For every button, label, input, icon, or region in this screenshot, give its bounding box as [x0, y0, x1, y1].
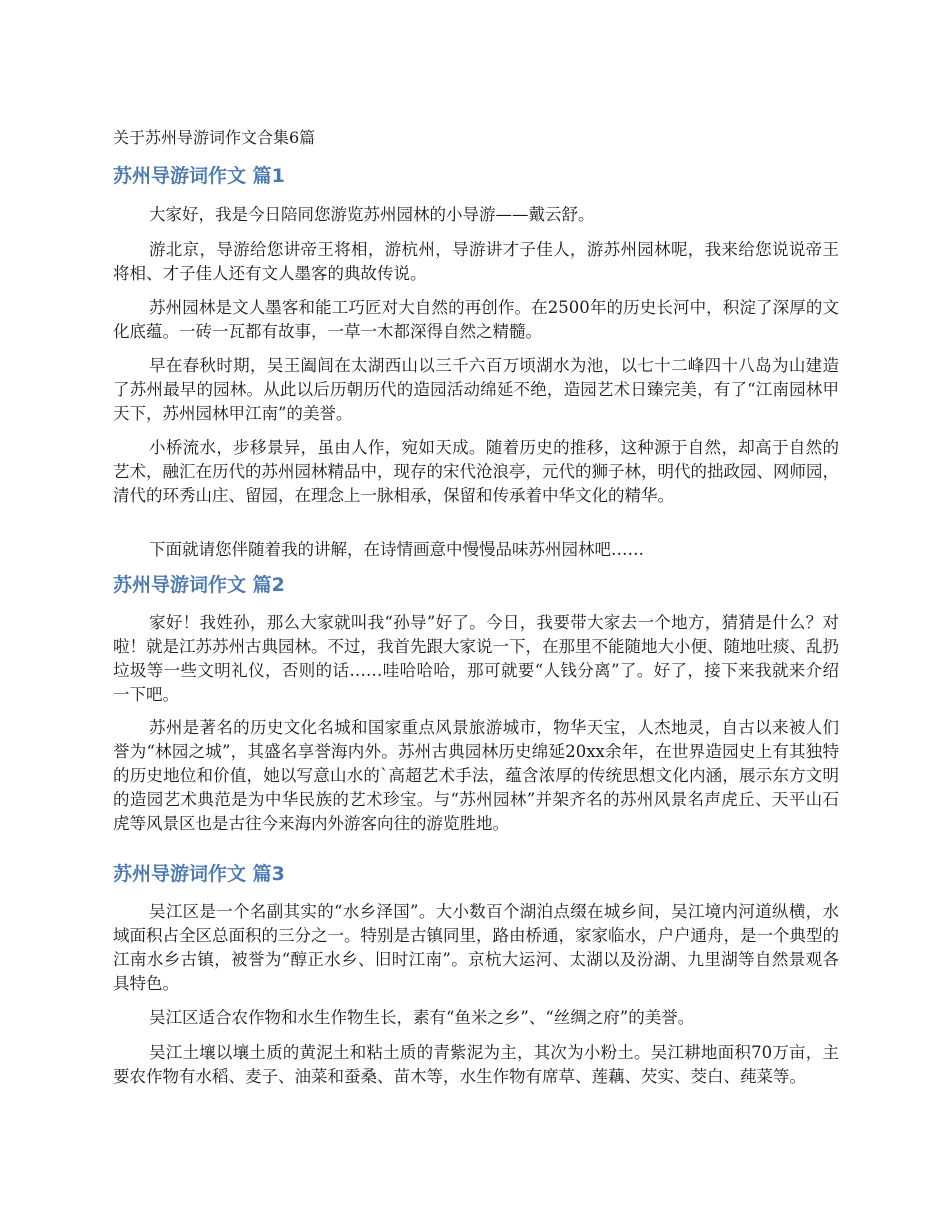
section-1-paragraph-6: 下面就请您伴随着我的讲解，在诗情画意中慢慢品味苏州园林吧……	[149, 540, 644, 559]
document-title: 关于苏州导游词作文合集6篇	[113, 128, 316, 147]
section-1-paragraph-5: 小桥流水，步移景异，虽由人作，宛如天成。随着历史的推移，这种源于自然，却高于自然的艺术，融汇在历代的苏州园林精品中，现存的宋代沧浪亭，元代的狮子林，明代的拙政园、网师园，清代的环秀山庄、留园，在理念上一脉相承，保留和传承着中华文化的精华。	[113, 438, 839, 505]
section-3-paragraph-3: 吴江土壤以壤土质的黄泥土和粘土质的青紫泥为主，其次为小粉土。吴江耕地面积70万亩，主要农作物有水稻、麦子、油菜和蚕桑、苗木等，水生作物有席草、莲藕、芡实、茭白、莼菜等。	[113, 1043, 839, 1086]
section-3-heading: 苏州导游词作文 篇3	[113, 863, 285, 885]
section-2-paragraph-2: 苏州是著名的历史文化名城和国家重点风景旅游城市，物华天宝，人杰地灵，自古以来被人们誉为“林园之城”，其盛名享誉海内外。苏州古典园林历史绵延20xx余年，在世界造园史上有其独特的历史地位和价值，她以写意山水的`高超艺术手法，蕴含浓厚的传统思想文化内涵，展示东方文明的造园艺术典范是为中华民族的艺术珍宝。与“苏州园林”并架齐名的苏州风景名声虎丘、天平山石虎等风景区也是古往今来海内外游客向往的游览胜地。	[113, 718, 839, 833]
section-2-paragraph-1: 家好！我姓孙，那么大家就叫我“孙导”好了。今日，我要带大家去一个地方，猜猜是什么？对啦！就是江苏苏州古典园林。不过，我首先跟大家说一下，在那里不能随地大小便、随地吐痰、乱扔垃圾等一些文明礼仪，否则的话……哇哈哈哈，那可就要“人钱分离”了。好了，接下来我就来介绍一下吧。	[113, 613, 839, 704]
section-3-paragraph-1: 吴江区是一个名副其实的“水乡泽国”。大小数百个湖泊点缀在城乡间，吴江境内河道纵横，水域面积占全区总面积的三分之一。特别是古镇同里，路由桥通，家家临水，户户通舟，是一个典型的江南水乡古镇，被誉为“醇正水乡、旧时江南”。京杭大运河、太湖以及汾湖、九里湖等自然景观各具特色。	[113, 902, 839, 993]
section-1-paragraph-2: 游北京，导游给您讲帝王将相，游杭州，导游讲才子佳人，游苏州园林呢，我来给您说说帝王将相、才子佳人还有文人墨客的典故传说。	[113, 240, 839, 283]
section-1-paragraph-1: 大家好，我是今日陪同您游览苏州园林的小导游——戴云舒。	[149, 205, 595, 224]
section-1-paragraph-4: 早在春秋时期，吴王阖闾在太湖西山以三千六百万顷湖水为池，以七十二峰四十八岛为山建造了苏州最早的园林。从此以后历朝历代的造园活动绵延不绝，造园艺术日臻完美，有了“江南园林甲天下，苏州园林甲江南”的美誉。	[113, 356, 839, 423]
section-2-heading: 苏州导游词作文 篇2	[113, 574, 285, 596]
section-3-paragraph-2: 吴江区适合农作物和水生作物生长，素有“鱼米之乡”、“丝绸之府”的美誉。	[149, 1008, 695, 1027]
section-1-heading: 苏州导游词作文 篇1	[113, 165, 285, 187]
section-1-paragraph-3: 苏州园林是文人墨客和能工巧匠对大自然的再创作。在2500年的历史长河中，积淀了深厚的文化底蕴。一砖一瓦都有故事，一草一木都深得自然之精髓。	[113, 298, 839, 341]
